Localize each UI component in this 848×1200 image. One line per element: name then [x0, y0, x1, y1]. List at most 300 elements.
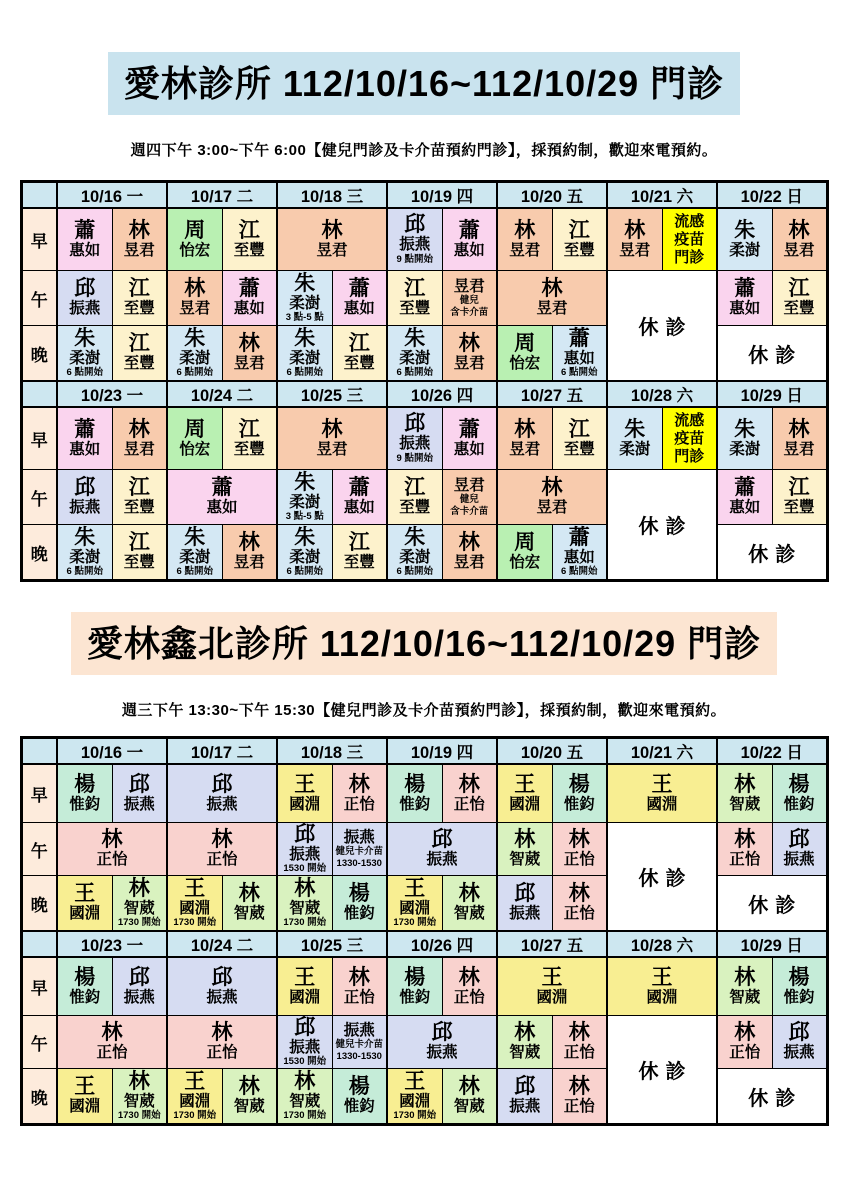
day-header: 10/26 四	[387, 931, 497, 957]
doctor-given-name: 柔澍	[289, 548, 321, 566]
doctor-cell	[57, 326, 112, 382]
schedule-row	[21, 470, 827, 525]
doctor-surname: 蕭	[348, 277, 370, 301]
doctor-surname: 江	[348, 531, 370, 555]
time-note: 3 點-5 點	[285, 511, 324, 522]
doctor-cell	[167, 1016, 277, 1069]
row-label: 午	[21, 271, 57, 326]
doctor-surname: 林	[458, 965, 480, 989]
doctor-given-name: 怡宏	[179, 440, 211, 458]
doctor-cell	[332, 957, 387, 1016]
doctor-cell	[497, 876, 552, 932]
schedule-row	[21, 823, 827, 876]
doctor-cell	[717, 470, 772, 525]
time-note: 1530 開始	[283, 1056, 327, 1067]
doctor-given-name: 柔澍	[619, 440, 651, 458]
day-header: 10/17 二	[167, 182, 277, 209]
doctor-given-name: 振燕	[509, 1098, 541, 1116]
doctor-surname: 周	[514, 531, 536, 555]
doctor-given-name: 正怡	[729, 1044, 761, 1062]
doctor-surname: 王	[651, 965, 673, 989]
day-header: 10/22 日	[717, 738, 827, 765]
row-label: 晚	[21, 525, 57, 581]
doctor-surname: 楊	[74, 772, 96, 796]
doctor-cell	[222, 208, 277, 271]
doctor-given-name: 振燕	[783, 851, 815, 869]
time-note: 1530 開始	[283, 863, 327, 874]
flu-label-line: 疫苗	[674, 230, 705, 248]
doctor-cell	[772, 407, 827, 470]
doctor-cell	[167, 525, 222, 581]
doctor-surname: 江	[404, 277, 426, 301]
doctor-surname: 邱	[211, 965, 233, 989]
time-note: 6 點開始	[176, 367, 213, 378]
closed-label: 休診	[638, 516, 693, 538]
doctor-surname: 楊	[788, 965, 810, 989]
doctor-given-name: 振燕	[123, 988, 155, 1006]
closed-cell	[717, 876, 827, 932]
day-header: 10/18 三	[277, 738, 387, 765]
week-header-row	[21, 738, 827, 765]
doctor-surname: 楊	[348, 882, 370, 906]
doctor-surname: 江	[128, 277, 150, 301]
doctor-cell	[442, 208, 497, 271]
time-note: 1730 開始	[173, 917, 217, 928]
doctor-surname: 蕭	[568, 326, 590, 350]
closed-cell	[607, 271, 717, 382]
doctor-surname: 朱	[184, 326, 206, 350]
doctor-given-name: 國淵	[289, 795, 321, 813]
doctor-surname: 朱	[74, 525, 96, 549]
doctor-given-name: 國淵	[179, 899, 211, 917]
doctor-surname: 林	[128, 1069, 150, 1093]
doctor-cell	[167, 407, 222, 470]
day-header: 10/24 二	[167, 381, 277, 407]
doctor-given-name: 至豐	[123, 355, 155, 373]
doctor-given-name: 正怡	[563, 905, 595, 923]
doctor-surname: 邱	[404, 412, 426, 436]
doctor-cell	[497, 208, 552, 271]
closed-label: 休診	[638, 1061, 693, 1083]
time-note: 1730 開始	[283, 917, 327, 928]
day-header: 10/24 二	[167, 931, 277, 957]
doctor-surname: 蕭	[238, 277, 260, 301]
doctor-surname: 蕭	[458, 218, 480, 242]
doctor-surname: 林	[514, 218, 536, 242]
doctor-surname: 江	[568, 218, 590, 242]
time-note: 健兒	[459, 494, 479, 506]
doctor-given-name: 惠如	[729, 499, 761, 517]
doctor-cell	[167, 208, 222, 271]
doctor-cell	[552, 525, 607, 581]
doctor-surname: 周	[184, 218, 206, 242]
row-label: 晚	[21, 326, 57, 382]
doctor-given-name: 惟鈞	[399, 795, 431, 813]
doctor-surname: 朱	[294, 525, 316, 549]
doctor-given-name: 正怡	[563, 1098, 595, 1116]
doctor-surname: 林	[541, 277, 563, 301]
doctor-given-name: 昱君	[509, 241, 541, 259]
doctor-cell	[277, 823, 332, 876]
doctor-surname: 林	[348, 965, 370, 989]
day-header: 10/19 四	[387, 182, 497, 209]
doctor-surname: 周	[514, 332, 536, 356]
doctor-given-name: 惠如	[206, 499, 238, 517]
doctor-cell	[332, 326, 387, 382]
doctor-cell	[112, 470, 167, 525]
doctor-given-name: 昱君	[509, 440, 541, 458]
doctor-cell	[387, 407, 442, 470]
doctor-surname: 江	[128, 476, 150, 500]
day-header: 10/18 三	[277, 182, 387, 209]
time-note: 6 點開始	[561, 566, 598, 577]
doctor-surname: 林	[788, 417, 810, 441]
time-note: 1730 開始	[283, 1110, 327, 1121]
doctor-given-name: 昱君	[123, 241, 155, 259]
doctor-given-name: 昱君	[536, 499, 568, 517]
doctor-given-name: 正怡	[206, 1044, 238, 1062]
time-note: 6 點開始	[286, 367, 323, 378]
clinic1-title	[0, 52, 848, 115]
week-header-row	[21, 931, 827, 957]
doctor-cell	[112, 957, 167, 1016]
doctor-cell	[112, 326, 167, 382]
time-note: 6 點開始	[176, 566, 213, 577]
schedule-row	[21, 764, 827, 823]
doctor-cell	[497, 271, 607, 326]
doctor-given-name: 柔澍	[69, 349, 101, 367]
doctor-surname: 王	[514, 772, 536, 796]
row-label: 早	[21, 208, 57, 271]
doctor-cell	[332, 823, 387, 876]
doctor-given-name: 振燕	[426, 1044, 458, 1062]
doctor-given-name: 振燕	[399, 236, 431, 254]
time-note: 健兒卡介苗	[335, 846, 383, 858]
doctor-given-name: 正怡	[563, 851, 595, 869]
doctor-cell	[112, 208, 167, 271]
doctor-surname: 林	[568, 828, 590, 852]
doctor-given-name: 昱君	[123, 440, 155, 458]
day-header: 10/25 三	[277, 381, 387, 407]
doctor-surname: 林	[184, 277, 206, 301]
doctor-given-name: 柔澍	[399, 349, 431, 367]
doctor-cell	[442, 764, 497, 823]
doctor-given-name: 國淵	[536, 988, 568, 1006]
doctor-surname: 江	[568, 417, 590, 441]
doctor-surname: 王	[74, 882, 96, 906]
doctor-surname: 林	[321, 417, 343, 441]
doctor-surname: 邱	[788, 828, 810, 852]
doctor-surname: 林	[238, 332, 260, 356]
doctor-cell	[112, 525, 167, 581]
doctor-cell	[387, 1016, 497, 1069]
doctor-surname: 林	[321, 218, 343, 242]
doctor-cell	[57, 957, 112, 1016]
time-note: 9 點開始	[396, 452, 433, 464]
doctor-surname: 邱	[294, 822, 316, 846]
doctor-cell	[717, 957, 772, 1016]
time-note: 1730 開始	[117, 1110, 161, 1121]
clinic1-schedule-table	[20, 180, 829, 582]
closed-cell	[607, 1016, 717, 1125]
day-header: 10/21 六	[607, 738, 717, 765]
doctor-surname: 林	[294, 1069, 316, 1093]
doctor-surname: 江	[128, 531, 150, 555]
doctor-given-name: 昱君	[619, 241, 651, 259]
doctor-cell	[772, 1016, 827, 1069]
doctor-given-name: 智葳	[729, 988, 761, 1006]
doctor-cell	[497, 957, 607, 1016]
doctor-cell	[167, 470, 277, 525]
doctor-surname: 朱	[294, 271, 316, 295]
time-note: 6 點開始	[66, 566, 103, 577]
doctor-given-name: 柔澍	[289, 493, 321, 511]
doctor-given-name: 惟鈞	[563, 795, 595, 813]
doctor-given-name: 智葳	[289, 899, 321, 917]
doctor-surname: 林	[624, 218, 646, 242]
header-corner	[21, 381, 57, 407]
row-label: 早	[21, 407, 57, 470]
time-note: 含卡介苗	[450, 505, 489, 517]
doctor-surname: 王	[404, 876, 426, 900]
clinic-section-ailin	[0, 52, 848, 582]
time-note: 含卡介苗	[450, 306, 489, 318]
row-label: 早	[21, 957, 57, 1016]
doctor-cell	[57, 823, 167, 876]
doctor-surname: 朱	[624, 417, 646, 441]
doctor-cell	[497, 326, 552, 382]
doctor-cell	[607, 957, 717, 1016]
doctor-cell	[112, 764, 167, 823]
closed-label: 休診	[748, 894, 803, 917]
doctor-cell	[552, 1016, 607, 1069]
doctor-cell	[552, 1069, 607, 1125]
doctor-surname: 邱	[74, 277, 96, 301]
time-note: 1730 開始	[393, 917, 437, 928]
clinic2-subtitle: 週三下午 13:30~下午 15:30【健兒門診及卡介苗預約門診】，採預約制，歡迎來電預約。	[121, 702, 727, 719]
doctor-cell	[277, 876, 332, 932]
doctor-surname: 朱	[734, 218, 756, 242]
doctor-surname: 邱	[128, 772, 150, 796]
doctor-cell	[387, 271, 442, 326]
doctor-cell	[717, 271, 772, 326]
doctor-given-name: 昱君	[233, 554, 265, 572]
clinic-section-ailin-xinbei	[0, 612, 848, 1126]
time-note: 6 點開始	[561, 367, 598, 378]
doctor-surname: 蕭	[734, 476, 756, 500]
doctor-cell	[57, 470, 112, 525]
doctor-surname: 江	[128, 332, 150, 356]
doctor-surname: 邱	[404, 213, 426, 237]
header-corner	[21, 931, 57, 957]
doctor-given-name: 惠如	[69, 440, 101, 458]
doctor-given-name: 智葳	[233, 1098, 265, 1116]
time-note: 6 點開始	[66, 367, 103, 378]
doctor-cell	[112, 407, 167, 470]
doctor-given-name: 正怡	[453, 988, 485, 1006]
doctor-given-name: 至豐	[399, 499, 431, 517]
doctor-given-name: 柔澍	[289, 294, 321, 312]
doctor-surname: 林	[734, 828, 756, 852]
doctor-surname: 江	[404, 476, 426, 500]
doctor-surname: 邱	[128, 965, 150, 989]
doctor-given-name: 惠如	[343, 300, 375, 318]
doctor-cell	[57, 876, 112, 932]
doctor-surname: 林	[734, 965, 756, 989]
doctor-surname: 林	[541, 476, 563, 500]
doctor-given-name: 昱君	[783, 241, 815, 259]
day-header: 10/16 一	[57, 182, 167, 209]
doctor-given-name: 昱君	[783, 440, 815, 458]
doctor-given-name: 振燕	[206, 795, 238, 813]
doctor-cell	[112, 876, 167, 932]
row-label: 晚	[21, 876, 57, 932]
doctor-cell	[167, 823, 277, 876]
doctor-cell	[497, 1069, 552, 1125]
day-header: 10/17 二	[167, 738, 277, 765]
doctor-given-name: 智葳	[453, 1098, 485, 1116]
doctor-cell	[222, 326, 277, 382]
doctor-given-name: 正怡	[206, 851, 238, 869]
closed-cell	[717, 525, 827, 581]
doctor-given-name: 怡宏	[179, 241, 211, 259]
doctor-cell	[717, 407, 772, 470]
doctor-cell	[717, 823, 772, 876]
doctor-cell	[552, 407, 607, 470]
doctor-given-name: 智葳	[233, 905, 265, 923]
doctor-cell	[277, 1069, 332, 1125]
doctor-given-name: 智葳	[123, 1092, 155, 1110]
doctor-cell	[222, 1069, 277, 1125]
day-header: 10/28 六	[607, 381, 717, 407]
doctor-surname: 林	[788, 218, 810, 242]
doctor-surname: 林	[211, 1021, 233, 1045]
doctor-cell	[772, 271, 827, 326]
day-header: 10/28 六	[607, 931, 717, 957]
doctor-given-name: 智葳	[453, 905, 485, 923]
doctor-surname: 楊	[568, 772, 590, 796]
time-note: 6 點開始	[396, 566, 433, 577]
doctor-surname: 江	[348, 332, 370, 356]
doctor-given-name: 柔澍	[729, 241, 761, 259]
time-note: 6 點開始	[286, 566, 323, 577]
week-header-row	[21, 182, 827, 209]
doctor-cell	[57, 208, 112, 271]
doctor-cell	[57, 525, 112, 581]
doctor-surname: 振燕	[343, 828, 375, 846]
doctor-given-name: 柔澍	[729, 440, 761, 458]
doctor-cell	[222, 407, 277, 470]
flu-label-line: 門診	[674, 248, 705, 266]
doctor-surname: 楊	[404, 772, 426, 796]
doctor-cell	[332, 470, 387, 525]
doctor-given-name: 國淵	[399, 899, 431, 917]
doctor-surname: 周	[184, 417, 206, 441]
closed-label: 休診	[748, 344, 803, 367]
doctor-cell	[332, 876, 387, 932]
doctor-surname: 邱	[431, 1021, 453, 1045]
doctor-cell	[552, 326, 607, 382]
day-header: 10/22 日	[717, 182, 827, 209]
doctor-surname: 王	[74, 1075, 96, 1099]
doctor-surname: 邱	[211, 772, 233, 796]
doctor-given-name: 昱君	[316, 241, 348, 259]
closed-label: 休診	[748, 543, 803, 566]
doctor-given-name: 昱君	[453, 355, 485, 373]
doctor-given-name: 惠如	[729, 300, 761, 318]
doctor-cell	[552, 876, 607, 932]
doctor-cell	[442, 1069, 497, 1125]
doctor-surname: 林	[101, 828, 123, 852]
doctor-given-name: 至豐	[123, 499, 155, 517]
doctor-cell	[112, 1069, 167, 1125]
doctor-surname: 江	[238, 218, 260, 242]
doctor-given-name: 昱君	[536, 300, 568, 318]
doctor-given-name: 智葳	[729, 795, 761, 813]
doctor-cell	[387, 326, 442, 382]
doctor-cell	[772, 823, 827, 876]
doctor-surname: 王	[651, 772, 673, 796]
doctor-surname: 楊	[348, 1075, 370, 1099]
doctor-given-name: 惠如	[69, 241, 101, 259]
doctor-given-name: 柔澍	[289, 349, 321, 367]
doctor-cell	[387, 525, 442, 581]
doctor-given-name: 惟鈞	[69, 988, 101, 1006]
doctor-surname: 林	[238, 1075, 260, 1099]
doctor-surname: 振燕	[343, 1021, 375, 1039]
flu-label-line: 流感	[674, 411, 705, 429]
doctor-cell	[442, 326, 497, 382]
doctor-given-name: 國淵	[69, 1098, 101, 1116]
time-note: 6 點開始	[396, 367, 433, 378]
doctor-surname: 蕭	[74, 218, 96, 242]
doctor-cell	[387, 764, 442, 823]
doctor-given-name: 至豐	[783, 499, 815, 517]
doctor-given-name: 惠如	[453, 241, 485, 259]
doctor-given-name: 智葳	[509, 1044, 541, 1062]
doctor-surname: 林	[128, 417, 150, 441]
clinic2-title	[0, 612, 848, 675]
day-header: 10/23 一	[57, 381, 167, 407]
row-label: 午	[21, 470, 57, 525]
doctor-given-name: 振燕	[206, 988, 238, 1006]
doctor-cell	[497, 470, 607, 525]
closed-cell	[717, 1069, 827, 1125]
doctor-given-name: 振燕	[69, 499, 101, 517]
doctor-given-name: 昱君	[316, 440, 348, 458]
day-header: 10/27 五	[497, 381, 607, 407]
day-header: 10/26 四	[387, 381, 497, 407]
doctor-surname: 林	[211, 828, 233, 852]
doctor-surname: 朱	[74, 326, 96, 350]
doctor-given-name: 昱君	[179, 300, 211, 318]
doctor-given-name: 至豐	[783, 300, 815, 318]
doctor-given-name: 智葳	[509, 851, 541, 869]
doctor-given-name: 柔澍	[399, 548, 431, 566]
time-note: 1730 開始	[117, 917, 161, 928]
doctor-given-name: 國淵	[289, 988, 321, 1006]
doctor-given-name: 振燕	[289, 845, 321, 863]
day-header: 10/29 日	[717, 931, 827, 957]
doctor-given-name: 怡宏	[509, 355, 541, 373]
doctor-cell	[332, 1016, 387, 1069]
doctor-cell	[772, 764, 827, 823]
doctor-cell	[717, 1016, 772, 1069]
doctor-cell	[442, 876, 497, 932]
doctor-cell	[57, 271, 112, 326]
header-corner	[21, 738, 57, 765]
doctor-surname: 邱	[788, 1021, 810, 1045]
